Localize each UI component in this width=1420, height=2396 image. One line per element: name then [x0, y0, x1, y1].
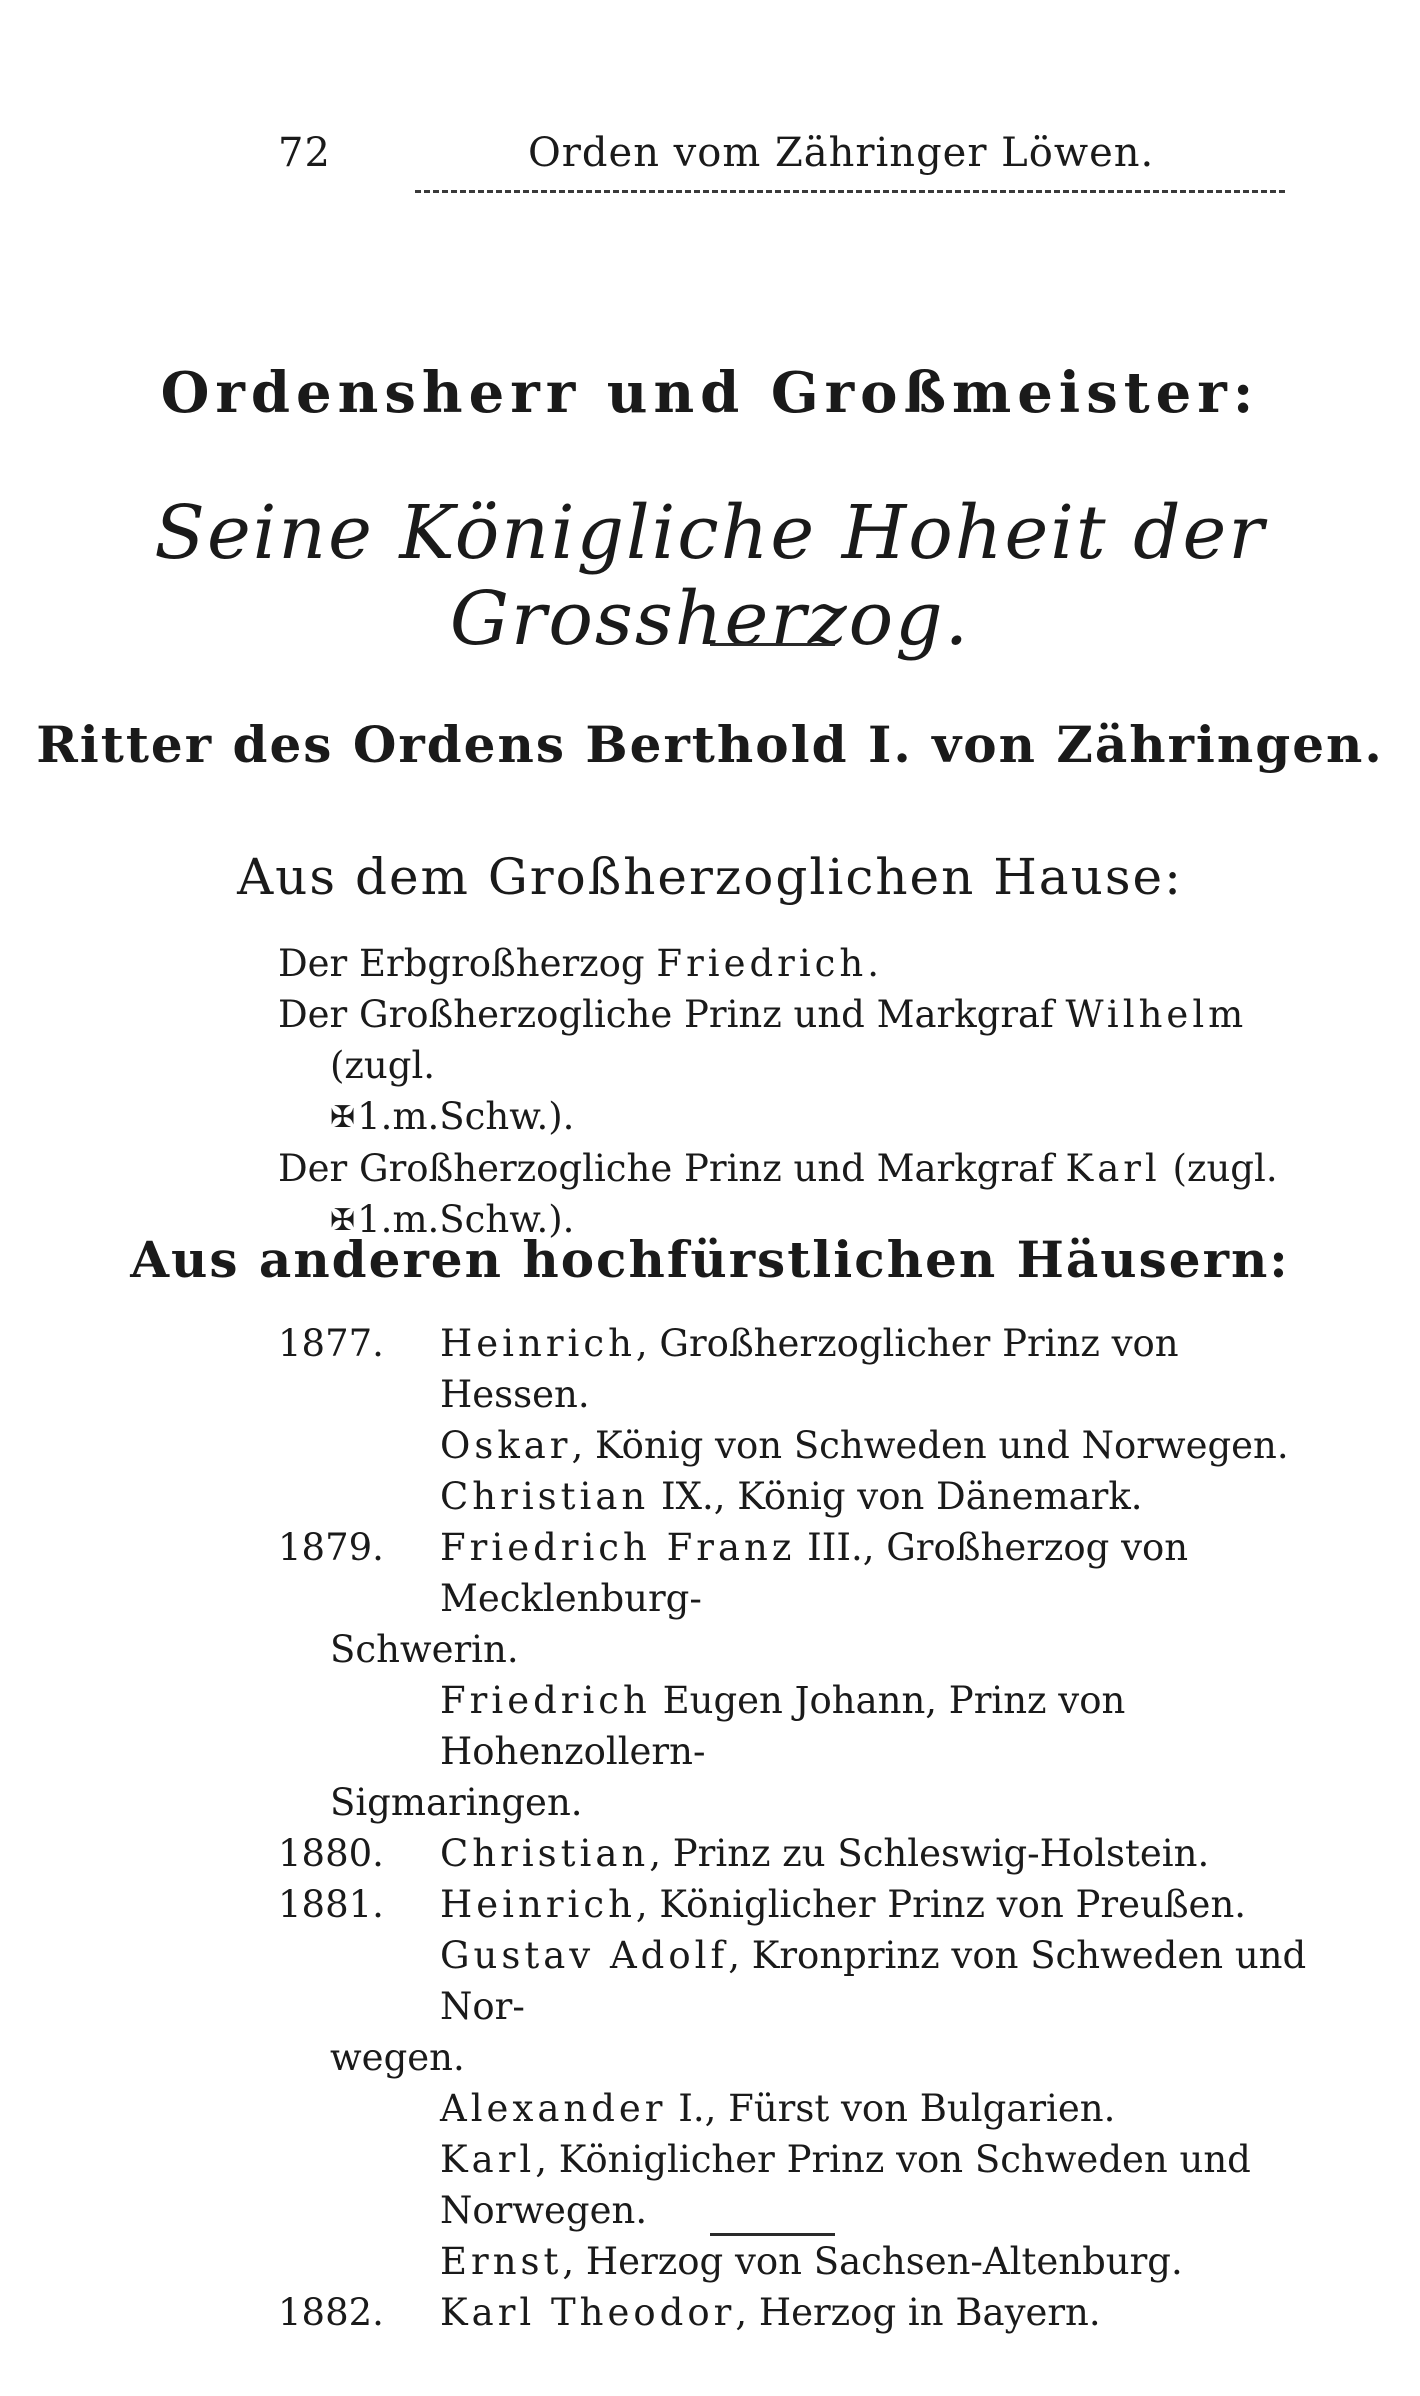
entry-name: Wilhelm — [1065, 993, 1248, 1036]
entry-name: Oskar — [440, 1424, 572, 1467]
end-divider — [710, 2233, 835, 2236]
entry-name: Heinrich — [440, 1322, 636, 1365]
order-cross-icon: ✠ — [330, 1100, 356, 1135]
entry-year: 1877. — [278, 1322, 384, 1365]
entry-year: 1880. — [278, 1832, 384, 1875]
list-item — [278, 1930, 1318, 2032]
entry-name: Heinrich — [440, 1883, 636, 1926]
entry-text: Der Erbgroßherzog — [278, 942, 657, 985]
entry-text: , Großherzoglicher Prinz von Hessen. — [440, 1322, 1179, 1416]
running-title: Orden vom Zähringer Löwen. — [528, 130, 1155, 176]
list-item-continuation: wegen. — [330, 2036, 465, 2079]
list-item — [278, 1522, 1318, 1624]
sovereign-heading: Ordensherr und Großmeister: — [160, 360, 1260, 426]
list-item — [278, 1143, 1318, 1194]
entry-name: Alexander — [440, 2087, 667, 2130]
list-item — [278, 1471, 1318, 1522]
knights-heading: Ritter des Ordens Berthold I. von Zähringen. — [36, 715, 1384, 774]
entry-name: Christian — [440, 1475, 650, 1518]
list-item — [278, 938, 1318, 989]
entry-name: Karl Theodor — [440, 2291, 736, 2334]
entry-name: Friedrich — [440, 1679, 651, 1722]
entry-text: , Königlicher Prinz von Preußen. — [635, 1883, 1247, 1926]
entry-text: , Herzog in Bayern. — [735, 2291, 1101, 2334]
list-item — [278, 1318, 1318, 1420]
list-item — [278, 1420, 1318, 1471]
house-heading: Aus dem Großherzoglichen Hause: — [237, 848, 1183, 906]
entry-text: I., Fürst von Bulgarien. — [666, 2087, 1116, 2130]
entry-text: IX., König von Dänemark. — [649, 1475, 1143, 1518]
house-list — [278, 938, 1318, 1246]
entry-name: Friedrich — [656, 942, 868, 985]
entry-text: 1.m.Schw.). — [357, 1198, 575, 1241]
list-item — [278, 1828, 1318, 1879]
entry-name: Friedrich Franz — [440, 1526, 796, 1569]
entry-text: , König von Schweden und Norwegen. — [571, 1424, 1289, 1467]
running-head — [278, 130, 1298, 190]
entry-text: , Kronprinz von Schweden und Nor- — [440, 1934, 1307, 2028]
sovereign-name: Seine Königliche Hoheit der Grossherzog. — [154, 490, 1266, 662]
other-houses-list — [278, 1318, 1318, 2338]
entry-text: Der Großherzogliche Prinz und Markgraf — [278, 1147, 1066, 1190]
section-divider — [710, 643, 835, 646]
entry-text: (zugl. — [1160, 1147, 1278, 1190]
entry-year: 1879. — [278, 1526, 384, 1569]
entry-text: Der Großherzogliche Prinz und Markgraf — [278, 993, 1066, 1036]
entry-text: , Königlicher Prinz von Schweden und Norwegen. — [440, 2138, 1251, 2232]
list-item — [278, 2083, 1318, 2134]
entry-text: Eugen Johann, Prinz von Hohenzollern- — [440, 1679, 1126, 1773]
list-item — [278, 989, 1318, 1091]
header-rule — [415, 190, 1285, 193]
entry-name: Karl — [1065, 1147, 1161, 1190]
list-item — [278, 2287, 1318, 2338]
entry-year: 1881. — [278, 1883, 384, 1926]
order-cross-icon: ✠ — [330, 1203, 356, 1238]
list-item-continuation: Sigmaringen. — [330, 1781, 583, 1824]
entry-text: , Herzog von Sachsen-Altenburg. — [562, 2240, 1183, 2283]
entry-name: Gustav Adolf — [440, 1934, 729, 1977]
list-item — [278, 1675, 1318, 1777]
list-item-continuation: Schwerin. — [330, 1628, 519, 1671]
list-item-continuation — [278, 1091, 1318, 1143]
entry-text: . — [867, 942, 880, 985]
entry-text: 1.m.Schw.). — [357, 1095, 575, 1138]
other-houses-heading: Aus anderen hochfürstlichen Häusern: — [130, 1230, 1290, 1289]
entry-text: , Prinz zu Schleswig-Holstein. — [649, 1832, 1210, 1875]
page-number: 72 — [278, 130, 331, 176]
list-item — [278, 2236, 1318, 2287]
entry-name: Karl — [440, 2138, 536, 2181]
entry-text: (zugl. — [330, 1044, 436, 1087]
list-item — [278, 1879, 1318, 1930]
entry-name: Christian — [440, 1832, 650, 1875]
entry-year: 1882. — [278, 2291, 384, 2334]
entry-name: Ernst — [440, 2240, 563, 2283]
list-item — [278, 2134, 1318, 2236]
entry-text: III., Großherzog von Mecklenburg- — [440, 1526, 1189, 1620]
